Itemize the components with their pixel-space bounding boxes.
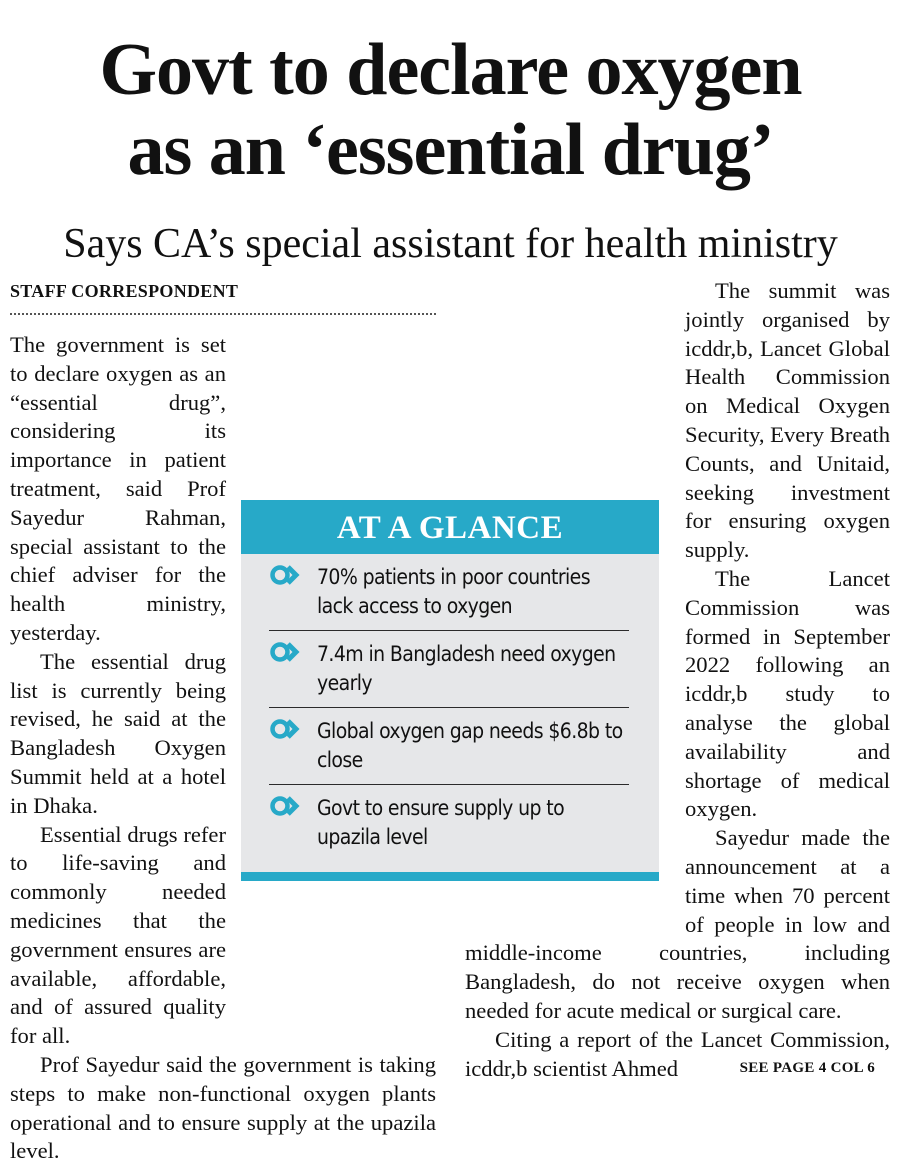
headline (0, 30, 901, 190)
at-a-glance-title: AT A GLANCE (241, 500, 659, 554)
paragraph: The essential drug list is currently being revised, he said at the Bangladesh Oxygen Summit held at a hotel in Dhaka. (10, 648, 226, 818)
glance-item (269, 785, 629, 861)
glance-item (269, 631, 629, 708)
at-a-glance-list (241, 554, 659, 861)
glance-item-text: Govt to ensure supply up to upazila level (317, 796, 565, 849)
headline-line-2: as an ‘essential drug’ (127, 109, 774, 191)
byline: STAFF CORRESPONDENT (10, 281, 239, 301)
paragraph: The summit was jointly organised by icddr,b, Lancet Global Health Commission on Medical Oxygen Security, Every Breath Counts, and Unitaid, seeking investment for ensuring oxygen supply. (685, 278, 890, 563)
paragraph: The government is set to declare oxygen as an “essential drug”, considering its importance in patient treatment, said Prof Sayedur Rahman, special assistant to the chief adviser for the health ministry, yesterday. (10, 332, 226, 645)
glance-item-text: 7.4m in Bangladesh need oxygen yearly (317, 642, 616, 695)
chevron-circle-icon (269, 564, 303, 586)
paragraph: The Lancet Commission was formed in September 2022 following an icddr,b study to analyse the global availability and shortage of medical oxygen. (685, 565, 890, 822)
paragraph: Sayedur made the announcement at a time when 70 percent of people in low and middle-income countries, including Bangladesh, do not receive oxygen when needed for acute medical or surgical care. (465, 825, 890, 1023)
chevron-circle-icon (269, 641, 303, 663)
byline-divider (10, 313, 436, 315)
glance-item-text: 70% patients in poor countries lack access to oxygen (317, 565, 590, 618)
paragraph: Essential drugs refer to life-saving and commonly needed medicines that the government ensures are available, affordable, and of assured quality for all. (10, 821, 226, 1049)
chevron-circle-icon (269, 795, 303, 817)
subheadline: Says CA’s special assistant for health ministry (63, 221, 838, 267)
at-a-glance-box (241, 500, 659, 881)
glance-item-text: Global oxygen gap needs $6.8b to close (317, 719, 623, 772)
paragraph: Citing a report of the Lancet Commission, icddr,b scientist Ahmed (465, 1026, 890, 1081)
chevron-circle-icon (269, 718, 303, 740)
glance-item (269, 708, 629, 785)
paragraph: Prof Sayedur said the government is taking steps to make non-functional oxygen plants operational and to ensure supply at the upazila level. (10, 1051, 436, 1164)
continuation-note: SEE PAGE 4 COL 6 (739, 1060, 875, 1076)
headline-line-1: Govt to declare oxygen (99, 29, 802, 111)
glance-item (269, 554, 629, 631)
